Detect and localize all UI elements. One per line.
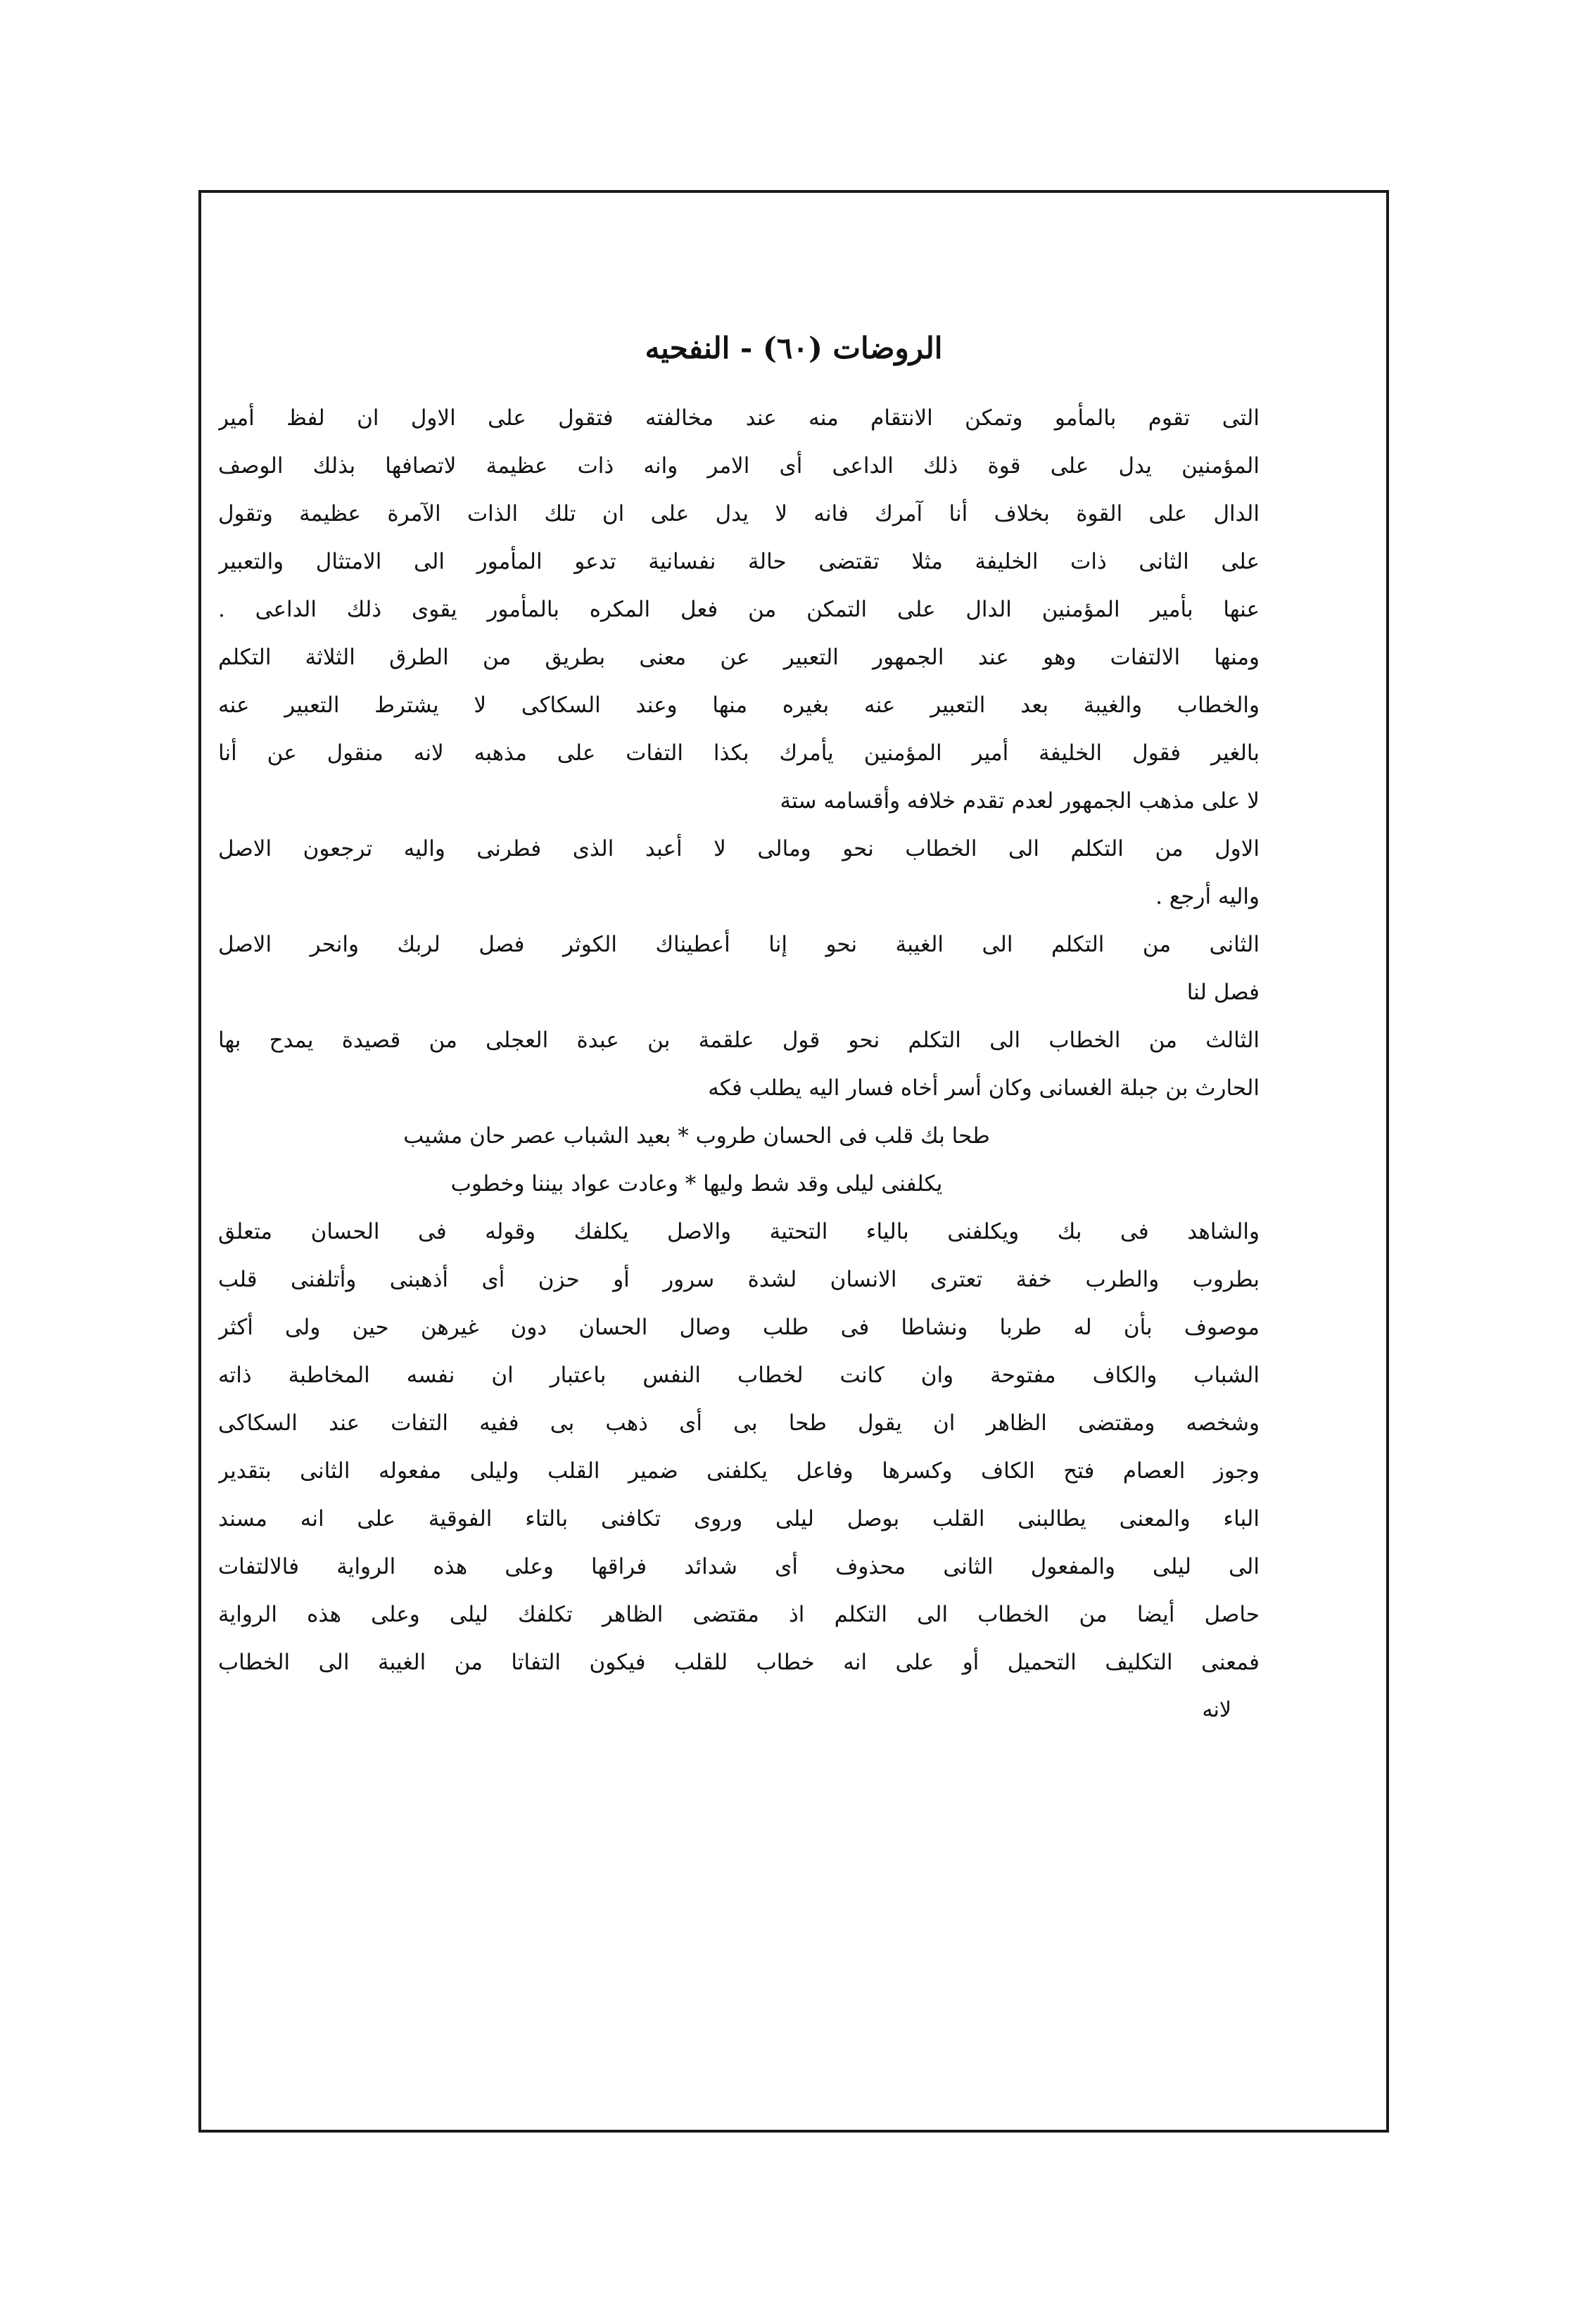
text-line: موصوف بأن له طربا ونشاطا فى طلب وصال الحسان دون غيرهن حين ولى أكثر: [218, 1315, 1260, 1340]
text-line: واليه أرجع .: [1155, 884, 1260, 909]
text-line: لا على مذهب الجمهور لعدم تقدم خلافه وأقسامه ستة: [780, 788, 1260, 814]
text-line: فمعنى التكليف التحميل أو على انه خطاب للقلب فيكون التفاتا من الغيبة الى الخطاب: [218, 1650, 1260, 1675]
text-line: الحارث بن جبلة الغسانى وكان أسر أخاه فسار اليه يطلب فكه: [708, 1075, 1260, 1101]
header-separator: -: [740, 331, 753, 365]
text-line: وجوز العصام فتح الكاف وكسرها وفاعل يكلفنى ضمير القلب وليلى مفعوله الثانى بتقدير: [218, 1458, 1260, 1484]
text-line: عنها بأمير المؤمنين الدال على التمكن من فعل المكره بالمأمور يقوى ذلك الداعى .: [218, 597, 1260, 622]
text-line: الدال على القوة بخلاف أنا آمرك فانه لا يدل على ان تلك الذات الآمرة عظيمة وتقول: [218, 501, 1260, 526]
text-line: الثالث من الخطاب الى التكلم نحو قول علقمة بن عبدة العجلى من قصيدة يمدح بها: [218, 1028, 1260, 1053]
header-title: الروضات: [832, 331, 943, 365]
text-line: والخطاب والغيبة بعد التعبير عنه بغيره منها وعند السكاكى لا يشترط التعبير عنه: [218, 693, 1260, 718]
text-line: المؤمنين يدل على قوة ذلك الداعى أى الامر وانه ذات عظيمة لاتصافها بذلك الوصف: [218, 453, 1260, 479]
verse-line: طحا بك قلب فى الحسان طروب * بعيد الشباب عصر حان مشيب: [403, 1123, 990, 1149]
text-line: الثانى من التكلم الى الغيبة نحو إنا أعطيناك الكوثر فصل لربك وانحر الاصل: [218, 932, 1260, 957]
text-line: التى تقوم بالمأمو وتمكن الانتقام منه عند مخالفته فتقول على الاول ان لفظ أمير: [218, 405, 1260, 431]
text-line: الباء والمعنى يطالبنى القلب بوصل ليلى وروى تكافنى بالتاء الفوقية على انه مسند: [218, 1506, 1260, 1532]
page-header: [198, 331, 1389, 365]
text-line: ومنها الالتفات وهو عند الجمهور التعبير عن معنى بطريق من الطرق الثلاثة التكلم: [218, 645, 1260, 670]
text-line: وشخصه ومقتضى الظاهر ان يقول طحا بى أى ذهب بى ففيه التفات عند السكاكى: [218, 1410, 1260, 1436]
text-line: على الثانى ذات الخليفة مثلا تقتضى حالة نفسانية تدعو المأمور الى الامتثال والتعبير: [218, 549, 1260, 574]
text-line: بالغير فقول الخليفة أمير المؤمنين يأمرك بكذا التفات على مذهبه لانه منقول عن أنا: [218, 740, 1260, 766]
catchword: لانه: [1202, 1698, 1231, 1722]
text-line: والشاهد فى بك ويكلفنى بالياء التحتية والاصل يكلفك وقوله فى الحسان متعلق: [218, 1219, 1260, 1244]
text-line: حاصل أيضا من الخطاب الى التكلم اذ مقتضى الظاهر تكلفك ليلى وعلى هذه الرواية: [218, 1602, 1260, 1627]
body-text: [218, 394, 1260, 1734]
text-line: الشباب والكاف مفتوحة وان كانت لخطاب النفس باعتبار ان نفسه المخاطبة ذاته: [218, 1363, 1260, 1388]
text-line: بطروب والطرب خفة تعترى الانسان لشدة سرور أو حزن أى أذهبنى وأتلفنى قلب: [218, 1267, 1260, 1292]
text-line: الاول من التكلم الى الخطاب نحو ومالى لا أعبد الذى فطرنى واليه ترجعون الاصل: [218, 836, 1260, 861]
text-line: الى ليلى والمفعول الثانى محذوف أى شدائد فراقها وعلى هذه الرواية فالالتفات: [218, 1554, 1260, 1579]
text-line: فصل لنا: [1186, 980, 1260, 1005]
header-section: النفحيه: [645, 331, 730, 365]
page-number: (٦٠): [762, 331, 823, 365]
verse-line: يكلفنى ليلى وقد شط وليها * وعادت عواد بيننا وخطوب: [450, 1171, 943, 1196]
